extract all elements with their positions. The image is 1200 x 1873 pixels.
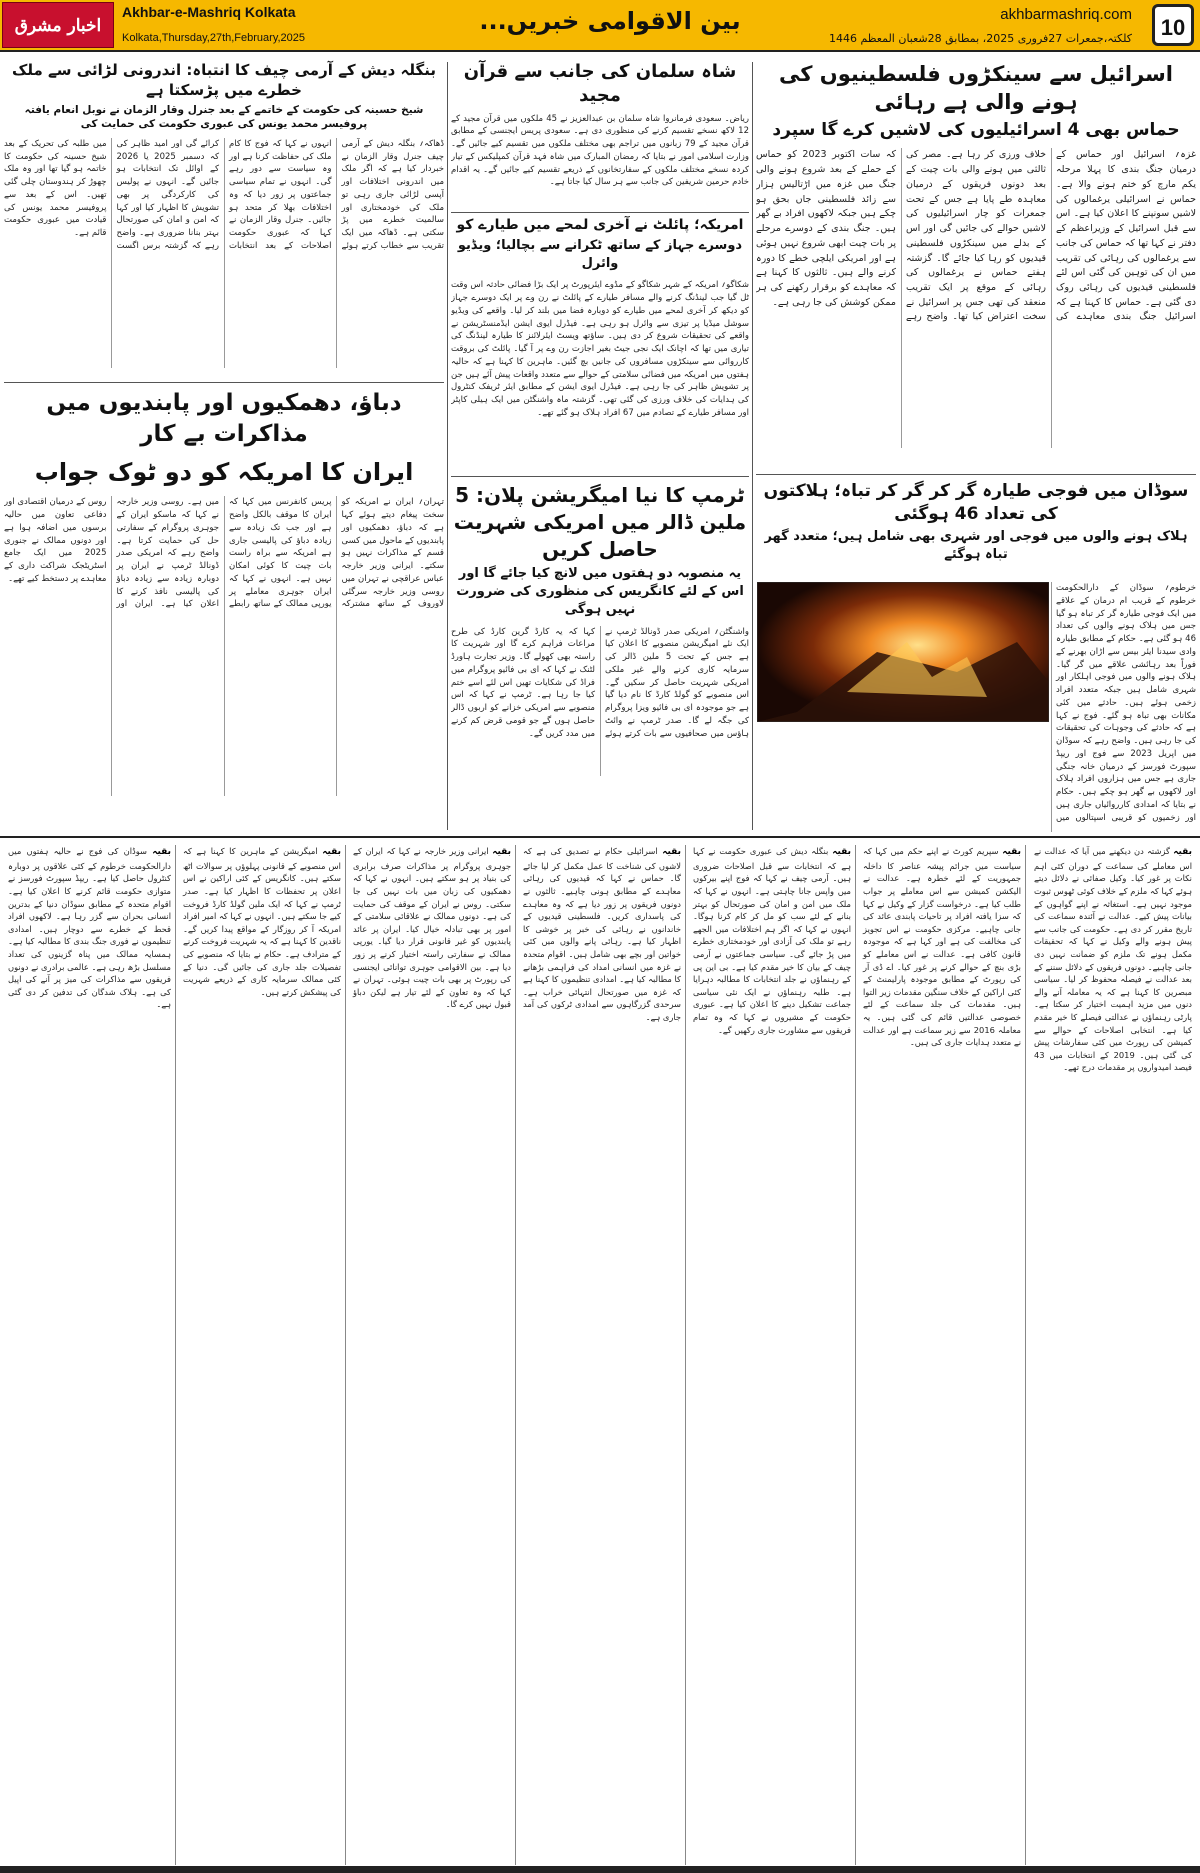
column-divider xyxy=(1025,845,1026,1865)
continuation-text: سپریم کورٹ نے اپنے حکم میں کہا کہ سیاست میں جرائم پیشہ عناصر کا داخلہ جمہوریت کے لئے خطرہ ہے۔ عدالت نے الیکشن کمیشن سے اس معاملے پر جواب طلب کیا ہے۔ درخواست گزار کے وکیل نے کہا کہ سزا یافتہ افراد پر تاحیات پابندی عائد کی جانی چاہیے۔ مرکزی حکومت نے اس تجویز کی مخالفت کی ہے اور کہا ہے کہ موجودہ قانون کافی ہے۔ عدالت نے اس معاملے کو بڑی بنچ کے حوالے کرنے پر غور کیا۔ اے ڈی آر کی رپورٹ کے مطابق موجودہ پارلیمنٹ کے کئی اراکین کے خلاف سنگین مقدمات زیر التوا ہیں۔ مقدمات کی جلد سماعت کے لئے خصوصی عدالتیں قائم کی گئی ہیں۔ یہ معاملہ 2016 سے زیر سماعت ہے اور عدالت نے متعدد ہدایات جاری کی ہیں۔ xyxy=(863,846,1021,1048)
column-divider xyxy=(752,62,753,830)
article-bangladesh xyxy=(4,60,444,378)
website-link[interactable]: akhbarmashriq.com xyxy=(1000,6,1132,23)
article-subheadline: ہلاک ہونے والوں میں فوجی اور شہری بھی شامل ہیں؛ متعدد گھر تباہ ہوگئے xyxy=(764,528,1188,563)
continuation-column xyxy=(859,845,1025,1865)
column-divider xyxy=(685,845,686,1865)
article-body: شکاگو؍ امریکہ کے شہر شکاگو کے مڈوے ایئرپورٹ پر ایک بڑا فضائی حادثہ اس وقت ٹل گیا جب لینڈنگ کرنے والے مسافر طیارے کے پائلٹ نے رن وے پر ایک دوسرے جہاز کو دیکھ کر آخری لمحے میں طیارے کو دوبارہ فضا میں بلند کر لیا۔ واقعے کی ویڈیو سوشل میڈیا پر تیزی سے وائرل ہو رہی ہے۔ فیڈرل ایوی ایشن ایڈمنسٹریشن نے واقعے کی تحقیقات شروع کر دی ہیں۔ ساؤتھ ویسٹ ایئرلائنز کا طیارہ لینڈنگ کی تیاری میں تھا کہ اچانک ایک نجی جیٹ بغیر اجازت رن وے پر آ گیا۔ پائلٹ کی بروقت کارروائی سے سینکڑوں مسافروں کی جانیں بچ گئیں۔ ماہرین کا کہنا ہے کہ حالیہ ہفتوں میں امریکہ میں فضائی سلامتی کے حوالے سے متعدد واقعات پیش آئے ہیں جن پر تشویش ظاہر کی جا رہی ہے۔ فیڈرل ایوی ایشن کے مطابق ایئر ٹریفک کنٹرول کی ہدایات کی خلاف ورزی کی گئی تھی۔ گزشتہ ماہ واشنگٹن میں ایک ہیلی کاپٹر اور مسافر طیارے کے تصادم میں 67 افراد ہلاک ہو گئے تھے۔ xyxy=(451,280,749,418)
article-headline: بنگلہ دیش کے آرمی چیف کا انتباہ: اندرونی لڑائی سے ملک خطرے میں پڑسکتا ہے xyxy=(12,61,436,100)
article-body: واشنگٹن؍ امریکی صدر ڈونالڈ ٹرمپ نے ایک نئے امیگریشن منصوبے کا اعلان کیا ہے جس کے تحت 5 ملین ڈالر کی سرمایہ کاری کرنے والے غیر ملکی امریکی شہریت حاصل کر سکیں گے۔ اس منصوبے کو گولڈ کارڈ کا نام دیا گیا ہے جو موجودہ ای بی فائیو ویزا پروگرام کی جگہ لے گا۔ صدر ٹرمپ نے وائٹ ہاؤس میں صحافیوں سے بات کرتے ہوئے کہا کہ یہ کارڈ گرین کارڈ کی طرح مراعات فراہم کرے گا اور شہریت کا راستہ بھی کھولے گا۔ وزیر تجارت ہاورڈ لٹنک نے کہا کہ ای بی فائیو پروگرام میں فراڈ کی شکایات تھیں اس لئے اسے ختم کیا جا رہا ہے۔ ٹرمپ نے کہا کہ اس منصوبے سے امریکی خزانے کو اربوں ڈالر حاصل ہوں گے جو قومی قرض کم کرنے میں مدد کریں گے۔ xyxy=(451,626,749,739)
continuation-label: بقیہ xyxy=(1002,847,1021,857)
continuation-text: بنگلہ دیش کی عبوری حکومت نے کہا ہے کہ انتخابات سے قبل اصلاحات ضروری ہیں۔ آرمی چیف نے کہا کہ فوج اپنے بیرکوں میں واپس جانا چاہتی ہے۔ انہوں نے کہا کہ ملک میں امن و امان کی صورتحال کو بہتر بنانے کے لئے سب کو مل کر کام کرنا ہوگا۔ انہوں نے کہا کہ اگر ہم اختلافات میں الجھے رہے تو ملک کی آزادی اور خودمختاری خطرے میں پڑ جائے گی۔ سیاسی جماعتوں نے آرمی چیف کے بیان کا خیر مقدم کیا ہے۔ بی این پی کے رہنماؤں نے جلد انتخابات کا مطالبہ دہرایا ہے۔ طلبہ رہنماؤں نے ایک نئی سیاسی جماعت تشکیل دینے کا اعلان کیا ہے۔ عبوری حکومت کے مشیروں نے کہا کہ وہ تمام فریقوں سے مشاورت جاری رکھیں گے۔ xyxy=(693,846,851,1035)
article-divider xyxy=(451,212,749,213)
page-title: بین الاقوامی خبریں... xyxy=(479,7,741,35)
article-body: غزہ؍ اسرائیل اور حماس کے درمیان جنگ بندی کا پہلا مرحلہ یکم مارچ کو ختم ہونے والا ہے۔ حماس نے اسرائیلی یرغمالوں کی لاشیں سونپنے کا اعلان کیا ہے۔ اس سے قبل اسرائیل کے وزیراعظم کے دفتر نے کہا تھا کہ حماس کی جانب سے یرغمالوں کی رہائی کی تقریب میں ان کی توہین کی گئی اس لئے فلسطینی قیدیوں کی رہائی روک دی گئی ہے۔ حماس کا کہنا ہے کہ اسرائیل جنگ بندی معاہدے کی خلاف ورزی کر رہا ہے۔ مصر کی ثالثی میں ہونے والی بات چیت کے بعد دونوں فریقوں کے درمیان معاہدہ طے پایا ہے جس کے تحت جمعرات کو چار اسرائیلیوں کی لاشیں حوالے کی جائیں گی اور اس کے بدلے میں سینکڑوں فلسطینی قیدیوں کو رہا کیا جائے گا۔ گزشتہ ہفتے حماس نے یرغمالوں کی رہائی کے موقع پر ایک تقریب منعقد کی تھی جس پر اسرائیل نے سخت اعتراض کیا تھا۔ واضح رہے کہ سات اکتوبر 2023 کو حماس کے حملے کے بعد شروع ہونے والی جنگ میں غزہ میں اڑتالیس ہزار سے زائد فلسطینی جاں بحق ہو چکے ہیں جبکہ لاکھوں افراد بے گھر ہیں۔ جنگ بندی کے دوسرے مرحلے پر بات چیت ابھی شروع نہیں ہوئی ہے اور امریکی ایلچی خطے کا دورہ کرنے والے ہیں۔ ثالثوں کا کہنا ہے کہ معاہدے کو برقرار رکھنے کی ہر ممکن کوشش کی جا رہی ہے۔ xyxy=(756,149,1196,323)
continuation-text: ایرانی وزیر خارجہ نے کہا کہ ایران کے جوہری پروگرام پر مذاکرات صرف برابری کی بنیاد پر ہو سکتے ہیں۔ انہوں نے کہا کہ دھمکیوں کی زبان میں بات نہیں کی جا سکتی۔ روس نے ایران کے موقف کی حمایت کی ہے۔ دونوں ممالک نے علاقائی سلامتی کے امور پر بھی تبادلہ خیال کیا۔ ایران پر عائد پابندیوں کو غیر قانونی قرار دیا گیا۔ یورپی ممالک نے سفارتی راستہ اختیار کرنے پر زور دیا ہے۔ بین الاقوامی جوہری توانائی ایجنسی کی رپورٹ پر بھی بات چیت ہوئی۔ تہران نے کہا کہ وہ تعاون کے لئے تیار ہے لیکن دباؤ قبول نہیں کرے گا۔ xyxy=(353,846,511,1010)
urdu-date: کلکتہ،جمعرات 27فروری 2025، بمطابق 28شعبان المعظم 1446 xyxy=(828,32,1132,45)
continuation-column xyxy=(349,845,515,1865)
column-divider xyxy=(345,845,346,1865)
article-plane xyxy=(451,216,749,472)
article-divider xyxy=(4,382,444,383)
fire-image xyxy=(757,582,1049,722)
continuation-section xyxy=(4,845,1196,1865)
continuation-text: امیگریشن کے ماہرین کا کہنا ہے کہ اس منصوبے کے قانونی پہلوؤں پر سوالات اٹھ سکتے ہیں۔ کانگریس کے کئی اراکین نے اس اعلان پر تحفظات کا اظہار کیا ہے۔ صدر ٹرمپ نے کہا کہ ایک ملین گولڈ کارڈ فروخت کیے جا سکتے ہیں۔ انہوں نے کہا کہ امیر افراد امریکہ آ کر روزگار کے مواقع پیدا کریں گے۔ ناقدین کا کہنا ہے کہ یہ شہریت فروخت کرنے کے مترادف ہے۔ حکام نے بتایا کہ منصوبے کی تفصیلات جلد جاری کی جائیں گی۔ دنیا کے کئی ممالک سرمایہ کاری کے ذریعے شہریت کی پیشکش کرتے ہیں۔ xyxy=(182,846,341,997)
article-quran xyxy=(451,60,749,210)
article-body: ریاض۔ سعودی فرمانروا شاہ سلمان بن عبدالعزیز نے 45 ملکوں میں قرآن مجید کے 12 لاکھ نسخے تقسیم کرنے کی منظوری دی ہے۔ سعودی پریس ایجنسی کے مطابق قرآن مجید کے 79 زبانوں میں تراجم بھی مختلف ملکوں میں تقسیم کیے جائیں گے۔ وزارت اسلامی امور نے بتایا کہ رمضان المبارک میں شاہ فہد قرآن کمپلیکس کے تیار کردہ نسخے مختلف ملکوں کے سفارتخانوں کے ذریعے تقسیم کیے جائیں گے۔ یہ اقدام خادم حرمین شریفین کی جانب سے ہر سال کیا جاتا ہے۔ xyxy=(451,113,749,188)
newspaper-logo: اخبار مشرق xyxy=(2,2,114,48)
continuation-column xyxy=(179,845,345,1865)
article-subheadline: دوسرے جہاز کے ساتھ ٹکرانے سے بچالیا؛ ویڈیو وائرل xyxy=(457,237,743,272)
page-number-badge: 10 xyxy=(1152,4,1194,46)
continuation-text: سوڈان کی فوج نے حالیہ ہفتوں میں دارالحکومت خرطوم کے کئی علاقوں پر دوبارہ کنٹرول حاصل کیا ہے۔ ریپڈ سپورٹ فورسز نے متوازی حکومت قائم کرنے کا اعلان کیا ہے۔ اقوام متحدہ کے مطابق سوڈان دنیا کے بدترین انسانی بحران سے گزر رہا ہے۔ لاکھوں افراد قحط کے خطرے سے دوچار ہیں۔ امدادی تنظیموں نے فوری جنگ بندی کا مطالبہ کیا ہے۔ ہمسایہ ممالک میں پناہ گزینوں کی تعداد مسلسل بڑھ رہی ہے۔ عالمی برادری نے دونوں فریقوں سے مذاکرات کی میز پر آنے کی اپیل کی ہے۔ ہلاک شدگان کی تدفین کر دی گئی ہے۔ xyxy=(8,846,171,1010)
continuation-label: بقیہ xyxy=(152,847,172,857)
section-divider xyxy=(0,836,1200,838)
continuation-label: بقیہ xyxy=(1173,847,1192,857)
article-headline: ٹرمپ کا نیا امیگریشن پلان: 5 ملین ڈالر میں امریکی شہریت حاصل کریں xyxy=(453,483,747,561)
article-headline: سوڈان میں فوجی طیارہ گر کر گر کر تباہ؛ ہلاکتوں کی تعداد 46 ہوگئی xyxy=(763,481,1189,524)
continuation-text: اسرائیلی حکام نے تصدیق کی ہے کہ لاشوں کی شناخت کا عمل مکمل کر لیا جائے گا۔ حماس نے کہا کہ قیدیوں کی رہائی معاہدے کے مطابق ہونی چاہیے۔ ثالثوں نے دونوں فریقوں پر زور دیا ہے کہ وہ معاہدے کی پاسداری کریں۔ فلسطینی قیدیوں کے خاندانوں نے رہائی کی خبر پر خوشی کا اظہار کیا ہے۔ رہائی پانے والوں میں کئی خواتین اور بچے بھی شامل ہیں۔ اقوام متحدہ نے غزہ میں انسانی امداد کی فراہمی بڑھانے کا مطالبہ کیا ہے۔ امدادی تنظیموں کا کہنا ہے کہ غزہ میں صورتحال انتہائی خراب ہے۔ سرحدی گزرگاہوں سے امدادی ٹرکوں کی آمد جاری ہے۔ xyxy=(523,846,681,1022)
continuation-column xyxy=(689,845,855,1865)
article-iran xyxy=(4,388,444,832)
article-subheadline: ایران کا امریکہ کو دو ٹوک جواب xyxy=(34,458,414,487)
article-subheadline: حماس بھی 4 اسرائیلیوں کی لاشیں کرے گا سپرد xyxy=(772,119,1180,140)
article-subheadline: یہ منصوبہ دو ہفتوں میں لانچ کیا جائے گا اور اس کے لئے کانگریس کی منظوری کی ضرورت نہیں ہوگی xyxy=(456,566,744,618)
continuation-column xyxy=(519,845,685,1865)
article-trump xyxy=(451,482,749,832)
brand-name: Akhbar-e-Mashriq Kolkata xyxy=(122,4,296,20)
continuation-label: بقیہ xyxy=(832,847,851,857)
continuation-column xyxy=(4,845,175,1865)
article-hamas xyxy=(756,60,1196,470)
column-divider xyxy=(515,845,516,1865)
continuation-label: بقیہ xyxy=(662,847,681,857)
continuation-text: گزشتہ دن دیکھنے میں آیا کہ عدالت نے اس معاملے کی سماعت کے دوران کئی اہم نکات پر غور کیا۔ وکیل صفائی نے دلائل دیتے ہوئے کہا کہ ملزم کے خلاف کوئی ٹھوس ثبوت موجود نہیں ہے۔ استغاثہ نے اپنے گواہوں کے بیانات پیش کیے۔ عدالت نے آئندہ سماعت کی تاریخ مقرر کر دی ہے۔ حکومت کی جانب سے پیش ہونے والے وکیل نے کہا کہ تحقیقات مکمل ہونے تک ملزم کو ضمانت نہیں دی جانی چاہیے۔ دونوں فریقوں کے دلائل سننے کے بعد عدالت نے فیصلہ محفوظ کر لیا۔ سیاسی مبصرین کا کہنا ہے کہ یہ معاملہ آنے والے دنوں میں مزید اہمیت اختیار کر سکتا ہے۔ پارٹی رہنماؤں نے عدالتی فیصلے کا خیر مقدم کیا ہے۔ انتخابی اصلاحات کے حوالے سے کمیشن کی رپورٹ میں کئی سفارشات پیش کی گئی ہیں۔ 2019 کے انتخابات میں 43 فیصد امیدواروں پر مقدمات درج تھے۔ xyxy=(1034,846,1192,1073)
continuation-label: بقیہ xyxy=(322,847,341,857)
article-body-cont xyxy=(756,726,1048,832)
masthead xyxy=(0,0,1200,52)
article-divider xyxy=(756,474,1196,475)
column-divider xyxy=(175,845,176,1865)
dateline: Kolkata,Thursday,27th,February,2025 xyxy=(122,32,306,44)
column-divider xyxy=(447,62,448,830)
continuation-column xyxy=(1030,845,1196,1865)
continuation-label: بقیہ xyxy=(492,847,511,857)
column-divider xyxy=(855,845,856,1865)
article-headline: امریکہ؛ پائلٹ نے آخری لمحے میں طیارے کو xyxy=(456,217,744,233)
sudan-crash-photo xyxy=(757,582,1049,722)
article-headline: اسرائیل سے سینکڑوں فلسطینیوں کی ہونے والی ہے رہائی xyxy=(779,62,1173,115)
footer-rule xyxy=(0,1866,1200,1873)
article-headline: شاہ سلمان کی جانب سے قرآن مجید xyxy=(463,61,737,107)
article-subheadline: شیخ حسینہ کی حکومت کے خاتمے کے بعد جنرل وقار الزمان نے نوبل انعام یافتہ پروفیسر محمد یونس کی عبوری حکومت کی حمایت کی xyxy=(24,103,424,131)
article-body: ڈھاکہ؍ بنگلہ دیش کے آرمی چیف جنرل وقار الزمان نے خبردار کیا ہے کہ اگر ملک میں اندرونی اختلافات اور آپسی لڑائی جاری رہی تو ملک کی خودمختاری اور سالمیت خطرے میں پڑ سکتی ہے۔ ڈھاکہ میں ایک تقریب سے خطاب کرتے ہوئے انہوں نے کہا کہ فوج کا کام ملک کی حفاظت کرنا ہے اور وہ سیاست سے دور رہے گی۔ انہوں نے تمام سیاسی جماعتوں پر زور دیا کہ وہ اختلافات بھلا کر متحد ہو جائیں۔ جنرل وقار الزمان نے کہا کہ عبوری حکومت اصلاحات کے بعد انتخابات کرائے گی اور امید ظاہر کی کہ دسمبر 2025 یا 2026 کے اوائل تک انتخابات ہو جائیں گے۔ انہوں نے پولیس کی کارکردگی پر بھی تشویش کا اظہار کیا اور کہا کہ امن و امان کی صورتحال بہتر بنانا ضروری ہے۔ واضح رہے کہ گزشتہ برس اگست میں طلبہ کی تحریک کے بعد شیخ حسینہ کی حکومت کا خاتمہ ہو گیا تھا اور وہ ملک چھوڑ کر ہندوستان چلی گئی تھیں۔ اس کے بعد سے پروفیسر محمد یونس کی قیادت میں عبوری حکومت قائم ہے۔ xyxy=(4,138,444,251)
article-body: خرطوم؍ سوڈان کے دارالحکومت خرطوم کے قریب ام درمان کے علاقے میں ایک فوجی طیارہ گر کر تباہ ہو گیا جس میں ہلاک ہونے والوں کی تعداد 46 ہو گئی ہے۔ حکام کے مطابق طیارہ وادی سیدنا ایئر بیس سے اڑان بھرنے کے فوراً بعد رہائشی علاقے میں گر گیا۔ ہلاک ہونے والوں میں فوجی اہلکار اور شہری شامل ہیں جبکہ متعدد افراد زخمی ہوئے ہیں۔ حادثے میں کئی مکانات بھی تباہ ہو گئے۔ فوج نے کہا ہے کہ حادثے کی وجوہات کی تحقیقات کی جا رہی ہیں۔ واضح رہے کہ سوڈان میں اپریل 2023 سے فوج اور ریپڈ سپورٹ فورسز کے درمیان خانہ جنگی جاری ہے جس میں ہزاروں افراد ہلاک اور لاکھوں بے گھر ہو چکے ہیں۔ حکام نے بتایا کہ امدادی کارروائیاں جاری ہیں اور زخمیوں کو قریبی اسپتالوں میں xyxy=(1056,583,1196,823)
article-headline: دباؤ، دھمکیوں اور پابندیوں میں مذاکرات بے کار xyxy=(46,390,402,448)
article-divider xyxy=(451,476,749,477)
article-body: تہران؍ ایران نے امریکہ کو سخت پیغام دیتے ہوئے کہا ہے کہ دباؤ، دھمکیوں اور پابندیوں کے ماحول میں کسی قسم کے مذاکرات نہیں ہو سکتے۔ ایرانی وزیر خارجہ عباس عراقچی نے تہران میں روسی وزیر خارجہ سرگئی لاوروف کے ساتھ مشترکہ پریس کانفرنس میں کہا کہ ایران کا موقف بالکل واضح ہے اور جب تک زیادہ سے زیادہ دباؤ کی پالیسی جاری ہے امریکہ سے براہ راست بات چیت کا کوئی امکان نہیں ہے۔ انہوں نے کہا کہ ایران جوہری معاملے پر یورپی ممالک کے ساتھ رابطے میں ہے۔ روسی وزیر خارجہ نے کہا کہ ماسکو ایران کے جوہری پروگرام کے سفارتی حل کی حمایت کرتا ہے۔ واضح رہے کہ امریکی صدر ڈونالڈ ٹرمپ نے ایران پر دوبارہ زیادہ سے زیادہ دباؤ کی پالیسی نافذ کرنے کا اعلان کیا ہے۔ ایران اور روس کے درمیان اقتصادی اور دفاعی تعاون میں حالیہ برسوں میں اضافہ ہوا ہے اور دونوں ممالک نے جنوری 2025 میں ایک جامع اسٹریٹجک شراکت داری کے معاہدے پر دستخط کیے تھے۔ xyxy=(4,497,444,610)
